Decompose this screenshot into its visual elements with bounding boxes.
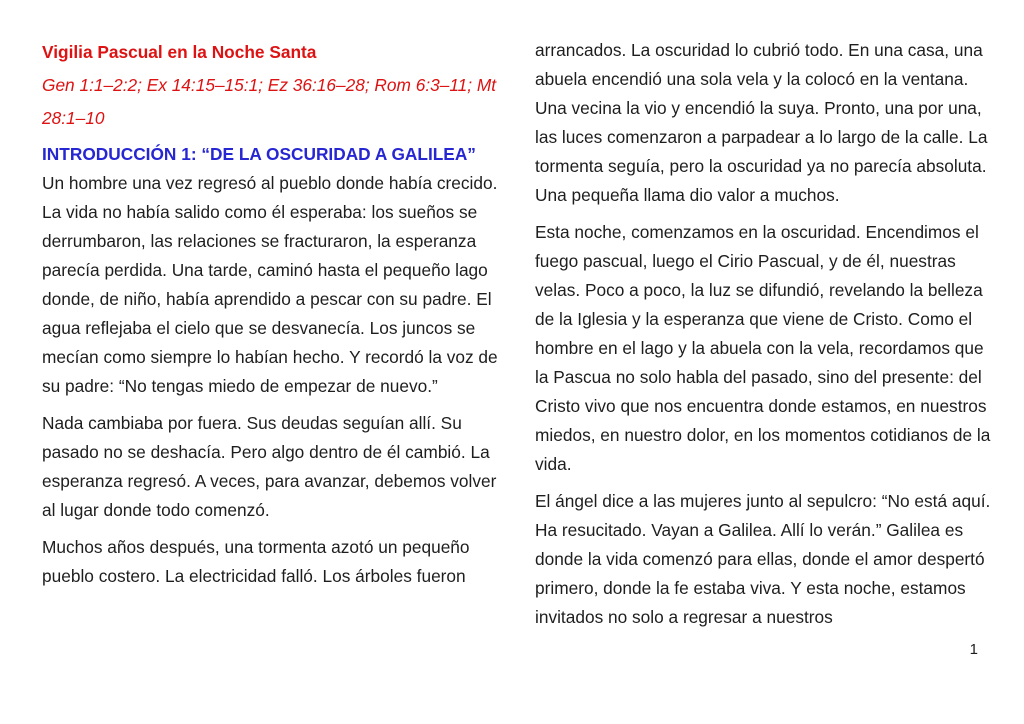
body-paragraph: El ángel dice a las mujeres junto al sepulcro: “No está aquí. Ha resucitado. Vayan a Galilea. Allí lo verán.” Galilea es donde la vida comenzó para ellas, donde el amor despertó primero, donde la fe estaba viva. Y esta noche, estamos invitados no solo a regresar a nuestros bbox=[535, 491, 991, 627]
body-paragraph: Nada cambiaba por fuera. Sus deudas seguían allí. Su pasado no se deshacía. Pero algo dentro de él cambió. La esperanza regresó. A veces, para avanzar, debemos volver al lugar donde todo comenzó. bbox=[42, 413, 497, 520]
left-column bbox=[42, 36, 498, 632]
body-paragraph: Esta noche, comenzamos en la oscuridad. Encendimos el fuego pascual, luego el Cirio Pascual, y de él, nuestras velas. Poco a poco, la luz se difundió, revelando la belleza de la Iglesia y la esperanza que viene de Cristo. Como el hombre en el lago y la abuela con la vela, recordamos que la Pascua no solo habla del pasado, sino del presente: del Cristo vivo que nos encuentra donde estamos, en nuestros miedos, en nuestro dolor, en los momentos cotidianos de la vida. bbox=[535, 222, 991, 474]
body-paragraph: Muchos años después, una tormenta azotó un pequeño pueblo costero. La electricidad falló. Los árboles fueron bbox=[42, 537, 470, 586]
document-title: Vigilia Pascual en la Noche Santa bbox=[42, 42, 317, 62]
body-paragraph: arrancados. La oscuridad lo cubrió todo. En una casa, una abuela encendió una sola vela y la colocó en la ventana. Una vecina la vio y encendió la suya. Pronto, una por una, las luces comenzaron a parpadear a lo largo de la calle. La tormenta seguía, pero la oscuridad ya no parecía absoluta. Una pequeña llama dio valor a muchos. bbox=[535, 40, 988, 205]
body-paragraph: Un hombre una vez regresó al pueblo donde había crecido. La vida no había salido como él esperaba: los sueños se derrumbaron, las relaciones se fracturaron, la esperanza parecía perdida. Una tarde, caminó hasta el pequeño lago donde, de niño, había aprendido a pescar con su padre. El agua reflejaba el cielo que se desvanecía. Los juncos se mecían como siempre lo habían hecho. Y recordó la voz de su padre: “No tengas miedo de empezar de nuevo.” bbox=[42, 173, 498, 396]
page-number: 1 bbox=[969, 641, 978, 658]
scripture-references: Gen 1:1–2:2; Ex 14:15–15:1; Ez 36:16–28; Rom 6:3–11; Mt 28:1–10 bbox=[42, 75, 497, 128]
section-heading: INTRODUCCIÓN 1: “DE LA OSCURIDAD A GALILEA” bbox=[42, 144, 476, 164]
right-column bbox=[535, 36, 991, 632]
